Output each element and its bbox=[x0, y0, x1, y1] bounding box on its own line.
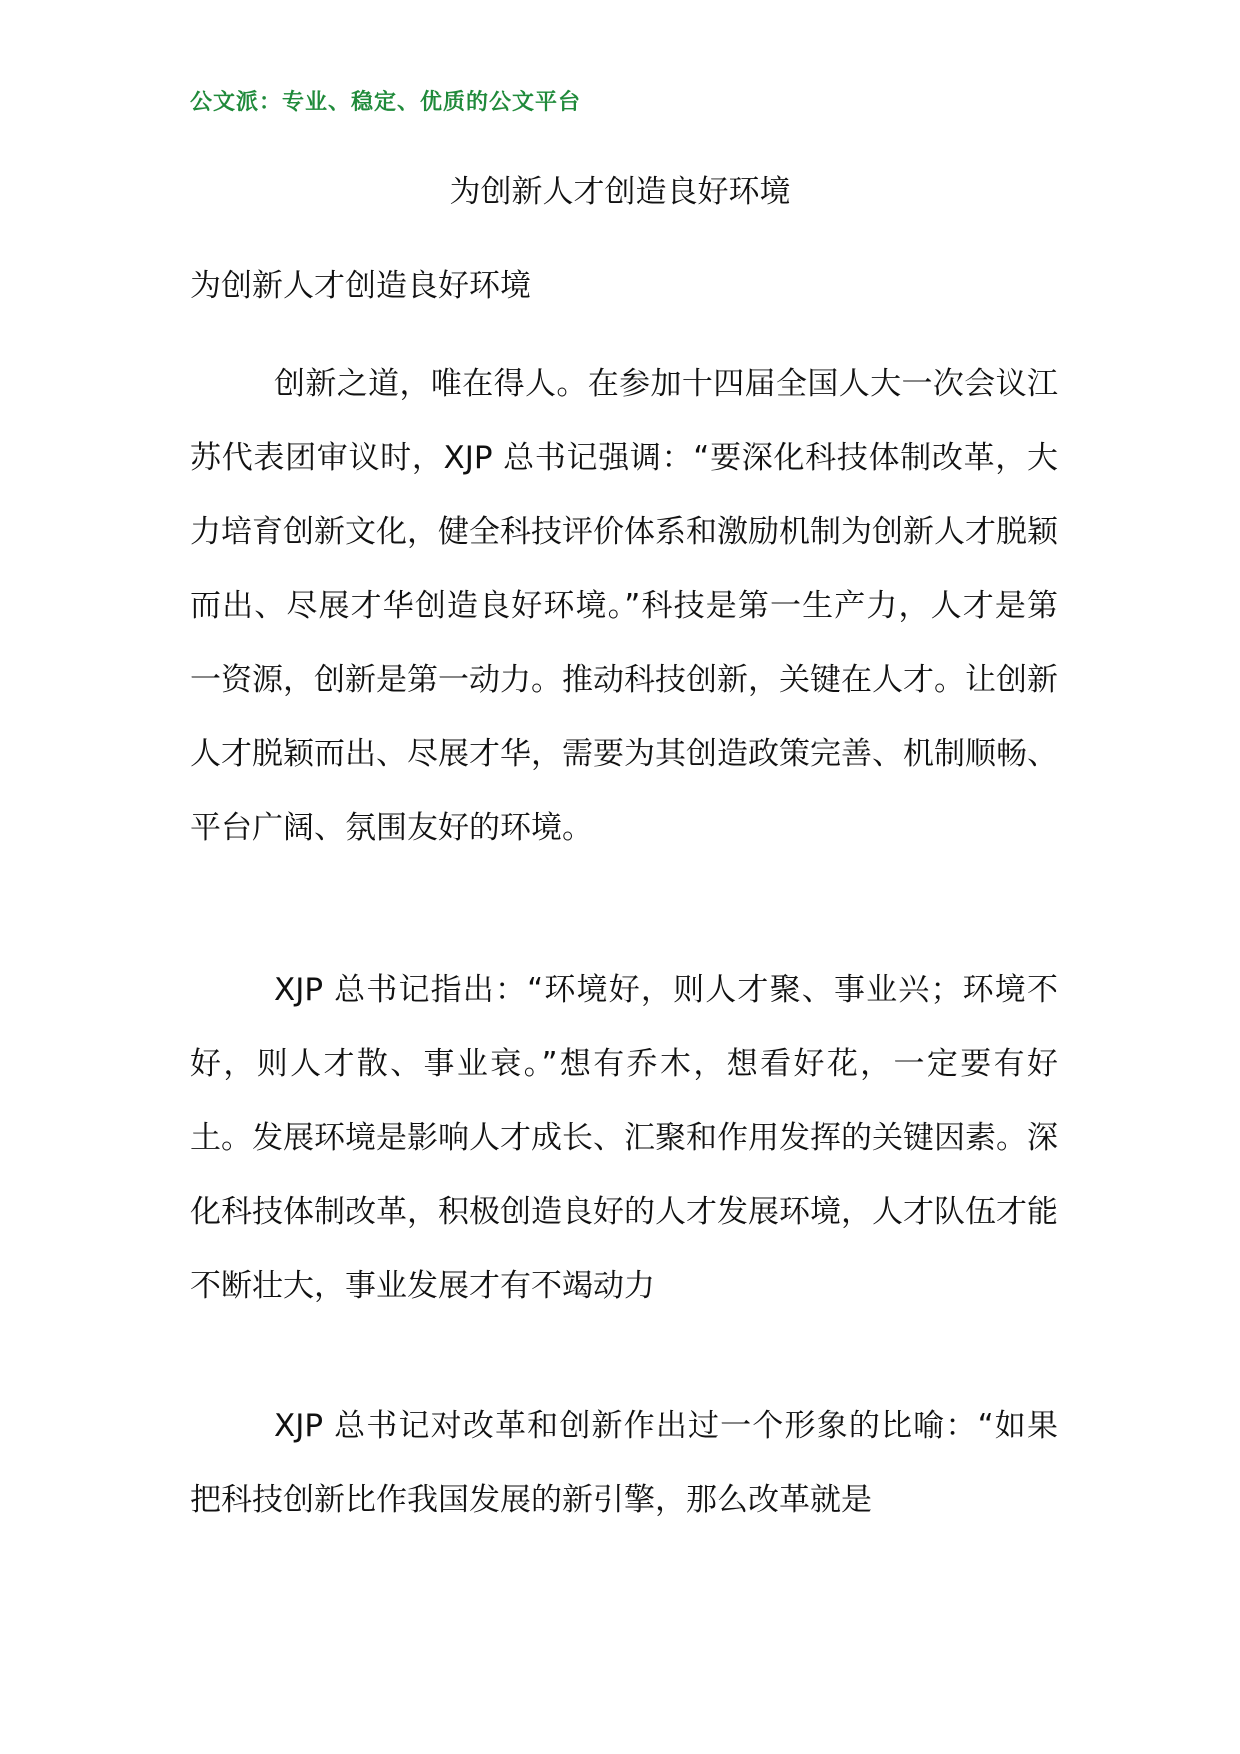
page-subtitle: 为创新人才创造良好环境 bbox=[190, 268, 531, 304]
brand-header: 公文派：专业、稳定、优质的公文平台 bbox=[190, 89, 582, 115]
body-paragraph-1: 创新之道，唯在得人。在参加十四届全国人大一次会议江苏代表团审议时，XJP 总书记强调：“要深化科技体制改革，大力培育创新文化，健全科技评价体系和激励机制为创新人才脱颖而出、尽展才华创造良好环境。”科技是第一生产力，人才是第一资源，创新是第一动力。推动科技创新，关键在人才。让创新人才脱颖而出、尽展才华，需要为其创造政策完善、机制顺畅、平台广阔、氛围友好的环境。 bbox=[190, 366, 1058, 846]
page-title: 为创新人才创造良好环境 bbox=[449, 174, 791, 210]
body-paragraph-2: XJP 总书记指出：“环境好，则人才聚、事业兴；环境不好，则人才散、事业衰。”想有乔木，想看好花，一定要有好土。发展环境是影响人才成长、汇聚和作用发挥的关键因素。深化科技体制改革，积极创造良好的人才发展环境，人才队伍才能不断壮大，事业发展才有不竭动力 bbox=[190, 972, 1058, 1304]
body-paragraph-3: XJP 总书记对改革和创新作出过一个形象的比喻：“如果把科技创新比作我国发展的新引擎，那么改革就是 bbox=[190, 1408, 1058, 1518]
